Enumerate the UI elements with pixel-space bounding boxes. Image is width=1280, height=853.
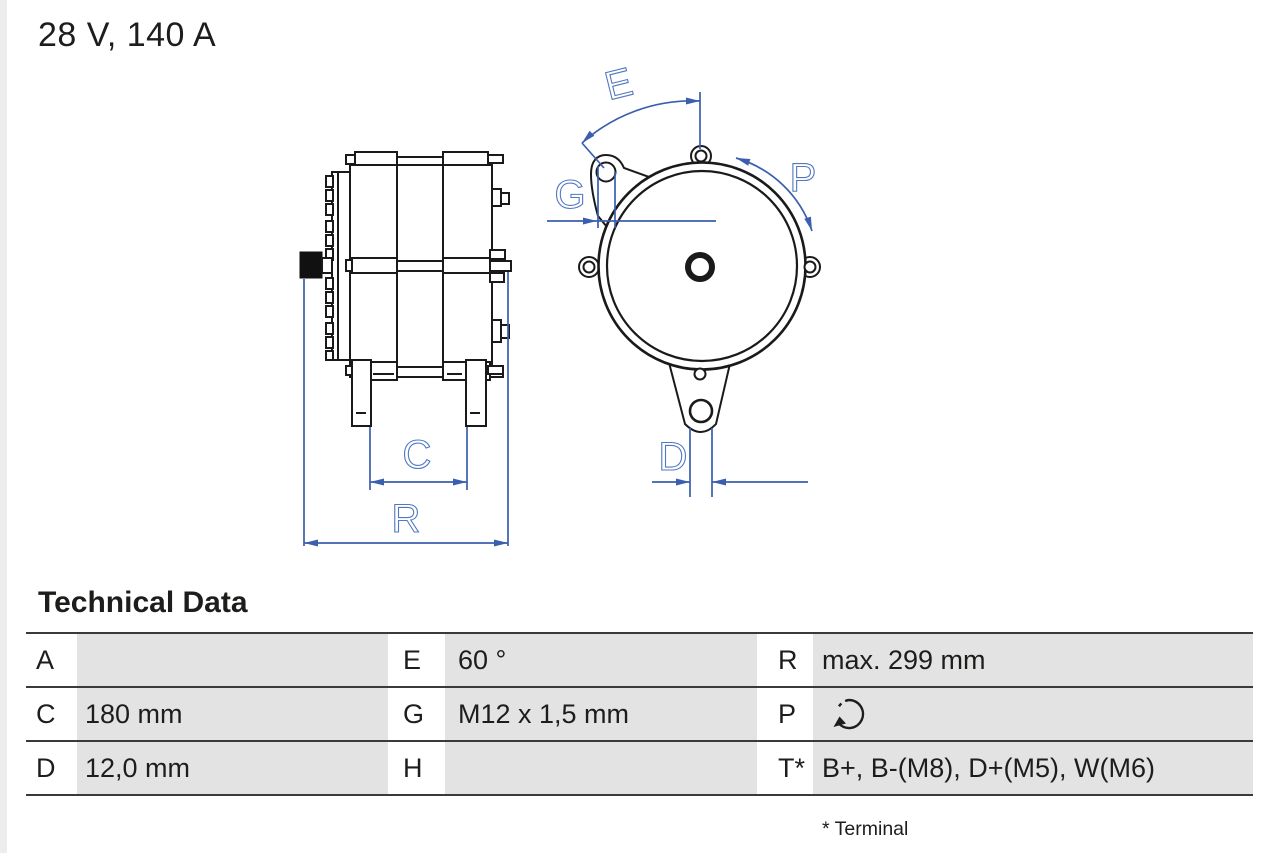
param-value: [445, 742, 757, 794]
param-letter: H: [388, 742, 445, 794]
rotation-direction-icon: [824, 693, 872, 737]
dim-label-D: D: [658, 435, 688, 479]
mount-hole-D: [690, 400, 712, 422]
param-value: 60 °: [445, 634, 757, 686]
param-letter: R: [757, 634, 813, 686]
table-row: [26, 686, 1253, 740]
param-letter: G: [388, 688, 445, 740]
technical-data-table: [26, 632, 1253, 796]
table-row: [26, 634, 1253, 686]
param-value: M12 x 1,5 mm: [445, 688, 757, 740]
param-value: 180 mm: [77, 688, 388, 740]
dim-label-C: C: [402, 433, 432, 477]
param-value: [813, 688, 1253, 740]
param-value: [77, 634, 388, 686]
dim-label-G: G: [554, 173, 586, 217]
dim-label-P: P: [789, 156, 817, 200]
page-title: 28 V, 140 A: [38, 16, 217, 54]
param-value: max. 299 mm: [813, 634, 1253, 686]
alternator-side-view: [300, 152, 511, 426]
param-letter: P: [757, 688, 813, 740]
terminal-footnote: * Terminal: [822, 818, 909, 840]
dim-label-E: E: [600, 59, 638, 109]
param-letter: E: [388, 634, 445, 686]
technical-data-heading: Technical Data: [38, 586, 248, 619]
threaded-shaft: [300, 252, 322, 278]
table-row: [26, 740, 1253, 794]
param-letter: C: [26, 688, 77, 740]
param-value: 12,0 mm: [77, 742, 388, 794]
param-letter: D: [26, 742, 77, 794]
param-letter: T*: [757, 742, 813, 794]
param-letter: A: [26, 634, 77, 686]
param-value: B+, B-(M8), D+(M5), W(M6): [813, 742, 1253, 794]
thread-hole-G: [597, 163, 616, 182]
dim-label-R: R: [391, 497, 421, 541]
